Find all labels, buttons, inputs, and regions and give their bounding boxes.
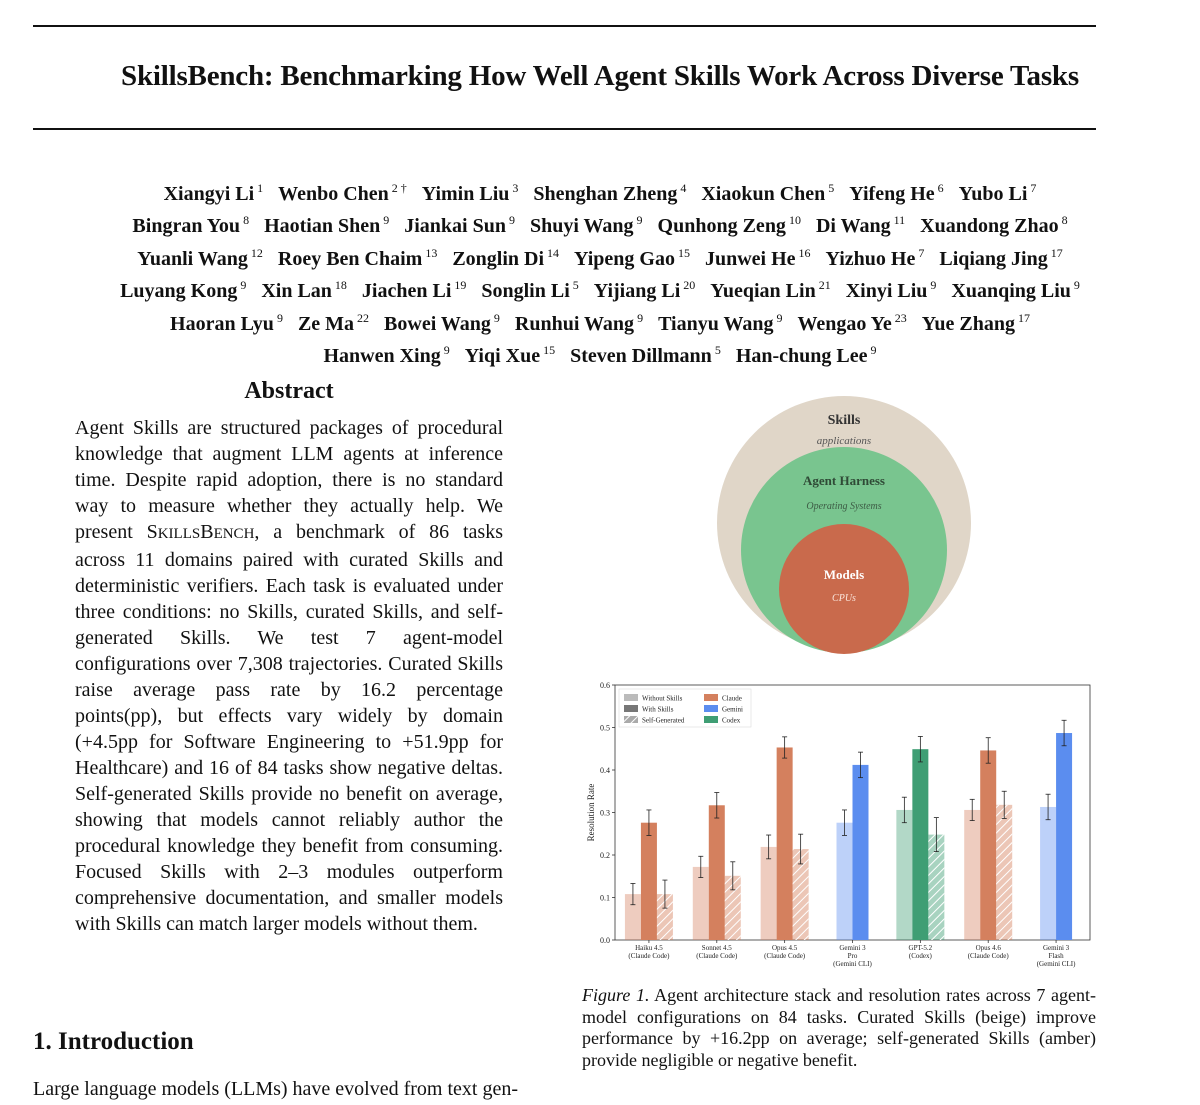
author [465, 345, 555, 367]
author [574, 245, 690, 270]
x-tick-label: (Codex) [908, 952, 932, 960]
bar-with-skills [709, 805, 725, 940]
models-label: Models [823, 567, 865, 582]
author-name: Liqiang Jing [939, 247, 1048, 270]
author [570, 345, 721, 367]
author [278, 183, 407, 205]
author-affiliation: 10 [788, 213, 801, 228]
author-name: Ze Ma [297, 312, 355, 335]
models-circle [779, 524, 909, 654]
legend-swatch [704, 705, 718, 712]
author-name: Haoran Lyu [170, 312, 274, 335]
author [164, 183, 264, 205]
author-name: Hanwen Xing [323, 345, 441, 368]
author [921, 310, 1030, 335]
x-tick-label: (Claude Code) [967, 952, 1009, 960]
author [323, 345, 449, 367]
author [846, 280, 937, 302]
author-name: Xuanqing Liu [951, 280, 1071, 303]
author-affiliation: 15 [677, 245, 690, 260]
legend-swatch [704, 694, 718, 701]
author [277, 245, 438, 270]
x-tick-label: (Gemini CLI) [1036, 960, 1076, 968]
author-affiliation: 23 [894, 310, 907, 325]
author-name: Xuandong Zhao [920, 215, 1059, 238]
bar-without-skills [1040, 807, 1056, 940]
author [362, 280, 466, 302]
x-tick-label: Gemini 3 [1042, 944, 1070, 952]
abstract-heading: Abstract [244, 378, 334, 404]
author [514, 310, 644, 335]
author-affiliation: 5 [714, 343, 721, 358]
author-affiliation: 6 [937, 181, 944, 195]
author-affiliation: 9 [443, 343, 450, 358]
author-affiliation: 16 [798, 245, 811, 260]
author-name: Shenghan Zheng [533, 183, 678, 205]
y-tick-label: 0.1 [600, 893, 610, 903]
author-name: Xin Lan [261, 280, 332, 303]
models-sublabel: CPUs [832, 593, 856, 604]
author-affiliation: 9 [276, 310, 283, 325]
author-name: Xiangyi Li [163, 183, 255, 205]
author-affiliation: 2 † [391, 181, 407, 195]
x-tick-label: Flash [1048, 952, 1064, 960]
author-affiliation: 5 [828, 181, 835, 195]
bar-without-skills [896, 810, 912, 940]
x-tick-label: Haiku 4.5 [635, 944, 663, 952]
author [422, 183, 519, 205]
author-name: Steven Dillmann [570, 345, 712, 368]
author-affiliation: 19 [454, 278, 467, 293]
author-affiliation: 3 [512, 181, 519, 195]
author-affiliation: 17 [1017, 310, 1030, 325]
author-name: Yipeng Gao [574, 247, 675, 270]
author-affiliation: 20 [683, 278, 696, 293]
agent-harness-sublabel: Operating Systems [806, 501, 882, 512]
bar-with-skills [1056, 733, 1072, 940]
author [951, 280, 1080, 302]
author-name: Wengao Ye [797, 312, 892, 335]
legend-label: Gemini [722, 705, 743, 714]
author [261, 280, 347, 302]
author-affiliation: 9 [493, 310, 500, 325]
author-name: Roey Ben Chaim [277, 247, 423, 270]
author-name: Bowei Wang [384, 312, 491, 335]
benchmark-name: SKILLSBENCH [146, 521, 255, 543]
bar-without-skills [964, 810, 980, 940]
author-affiliation: 9 [637, 310, 644, 325]
architecture-diagram [710, 390, 978, 660]
agent-harness-label: Agent Harness [803, 473, 885, 488]
author [816, 215, 905, 237]
author [481, 280, 578, 302]
author-name: Yimin Liu [421, 183, 510, 205]
author-affiliation: 22 [357, 310, 370, 325]
author-affiliation: 14 [547, 245, 560, 260]
author [797, 310, 907, 335]
bar-with-skills [980, 750, 996, 940]
bar-self-generated-hatch [996, 805, 1012, 940]
legend-swatch [624, 705, 638, 712]
abstract-text-before: Agent Skills are structured packages of procedural knowledge that augment LLM agents at inference time. Despite rapid adoption, there is no standard way to measure whether they actually help. We present [75, 417, 503, 543]
author-name: Yiqi Xue [464, 345, 541, 368]
author-name: Yifeng He [849, 183, 935, 205]
paper-title: SkillsBench: Benchmarking How Well Agent Skills Work Across Diverse Tasks [121, 60, 1079, 92]
author [137, 245, 263, 270]
author-name: Yizhuo He [825, 247, 916, 270]
bar-with-skills [853, 765, 869, 940]
author-name: Songlin Li [481, 280, 570, 303]
author-affiliation: 8 [243, 213, 250, 228]
author [939, 245, 1063, 270]
author [530, 215, 643, 237]
author-affiliation: 11 [893, 213, 906, 228]
author [120, 280, 246, 302]
author-name: Bingran You [132, 215, 241, 238]
title-bottom-rule [33, 128, 1096, 130]
author-affiliation: 7 [918, 245, 925, 260]
x-tick-label: Gemini 3 [839, 944, 866, 952]
author [710, 280, 830, 302]
author [132, 215, 249, 237]
legend-label: Without Skills [642, 694, 683, 703]
x-tick-label: Opus 4.5 [772, 944, 798, 952]
author-affiliation: 9 [930, 278, 937, 293]
author [736, 345, 877, 367]
author-name: Yuanli Wang [137, 247, 248, 270]
author-affiliation: 9 [508, 213, 515, 228]
author [533, 183, 686, 205]
figure-caption [582, 985, 1096, 1071]
author [825, 245, 925, 270]
author-affiliation: 15 [543, 343, 556, 358]
author [264, 215, 389, 237]
author-affiliation: 9 [870, 343, 877, 358]
bar-without-skills [837, 823, 853, 940]
author [849, 183, 943, 205]
x-tick-label: GPT-5.2 [908, 944, 933, 952]
author-affiliation: 5 [572, 278, 579, 293]
y-tick-label: 0.3 [600, 808, 610, 818]
author-affiliation: 8 [1061, 213, 1068, 228]
y-tick-label: 0.6 [600, 681, 610, 690]
legend-label: Claude [722, 694, 742, 703]
x-tick-label: (Claude Code) [628, 952, 670, 960]
introduction-heading: 1. Introduction [33, 1028, 194, 1055]
x-tick-label: Opus 4.6 [975, 944, 1001, 952]
author [404, 215, 515, 237]
author-name: Tianyu Wang [658, 312, 774, 335]
abstract-body [75, 415, 503, 937]
author [920, 215, 1067, 237]
introduction-first-line: Large language models (LLMs) have evolved from text gen- [33, 1078, 519, 1100]
author [594, 280, 696, 302]
x-tick-label: (Claude Code) [696, 952, 738, 960]
legend-swatch [624, 694, 638, 701]
author-name: Yue Zhang [921, 312, 1015, 335]
author-affiliation: 12 [250, 245, 263, 260]
legend-swatch [704, 716, 718, 723]
author-name: Junwei He [704, 247, 796, 270]
legend-label: With Skills [642, 705, 674, 714]
author-affiliation: 9 [383, 213, 390, 228]
x-tick-label: (Claude Code) [764, 952, 806, 960]
bar-without-skills [761, 847, 777, 940]
author-affiliation: 21 [818, 278, 831, 293]
resolution-rate-chart [580, 680, 1100, 980]
author-affiliation: 9 [636, 213, 643, 228]
author-name: Jiachen Li [361, 280, 452, 303]
author-affiliation: 4 [680, 181, 687, 195]
author [452, 245, 560, 270]
legend-swatch-hatch [624, 716, 638, 723]
bar-with-skills [641, 823, 657, 940]
legend-label: Self-Generated [642, 716, 685, 725]
y-tick-label: 0.5 [600, 723, 610, 733]
author-name: Di Wang [815, 215, 891, 238]
caption-label: Figure 1. [582, 985, 650, 1005]
author-name: Xinyi Liu [845, 280, 928, 303]
author-name: Wenbo Chen [278, 183, 389, 205]
author [297, 310, 370, 335]
author-affiliation: 9 [776, 310, 783, 325]
author-name: Jiankai Sun [404, 215, 506, 238]
x-tick-label: Pro [847, 952, 858, 960]
author [704, 245, 811, 270]
skills-label: Skills [827, 413, 861, 428]
author-affiliation: 9 [1073, 278, 1080, 293]
author-affiliation: 9 [240, 278, 247, 293]
author-affiliation: 18 [334, 278, 347, 293]
top-rule [33, 25, 1096, 27]
author-name: Yueqian Lin [710, 280, 816, 303]
author-name: Yubo Li [958, 183, 1028, 205]
legend-label: Codex [722, 716, 741, 725]
author-name: Yijiang Li [593, 280, 681, 303]
author-affiliation: 7 [1030, 181, 1037, 195]
author-name: Shuyi Wang [529, 215, 634, 238]
author [959, 183, 1037, 205]
y-tick-label: 0.4 [600, 766, 610, 775]
x-tick-label: Sonnet 4.5 [701, 944, 732, 952]
y-tick-label: 0.0 [600, 936, 610, 945]
y-tick-label: 0.2 [600, 851, 610, 860]
caption-text: Agent architecture stack and resolution rates across 7 agent-model configurations on 84 tasks. Curated Skills (beige) improve performance by +16.2pp on average; self-generated Skills (amber) provide negligible or negative benefit. [582, 985, 1096, 1070]
bar-with-skills [777, 747, 793, 940]
author-list [30, 175, 1170, 369]
author [384, 310, 500, 335]
author [701, 183, 834, 205]
y-axis-label: Resolution Rate [586, 783, 596, 842]
author [658, 310, 783, 335]
x-tick-label: (Gemini CLI) [833, 960, 872, 968]
author-name: Zonglin Di [452, 247, 545, 270]
author [658, 215, 801, 237]
author-name: Haotian Shen [264, 215, 381, 238]
abstract-text-after: , a benchmark of 86 tasks across 11 domains paired with curated Skills and deterministic verifiers. Each task is evaluated under three conditions: no Skills, curated Skills, and self-generated Skills. We test 7 agent-model configurations over 7,308 trajectories. Curated Skills raise average pass rate by 16.2 percentage points(pp), but effects vary widely by domain (+4.5pp for Software Engineering to +51.9pp for Healthcare) and 16 of 84 tasks show negative deltas. Self-generated Skills provide no benefit on average, showing that models cannot reliably author the procedural knowledge they benefit from consuming. Focused Skills with 2–3 modules outperform comprehensive documentation, and smaller models with Skills can match larger models without them. [75, 521, 503, 935]
author-affiliation: 13 [425, 245, 438, 260]
author-name: Qunhong Zeng [657, 215, 786, 238]
skills-sublabel: applications [816, 435, 872, 447]
author-affiliation: 17 [1050, 245, 1063, 260]
author-name: Luyang Kong [120, 280, 238, 303]
author-name: Xiaokun Chen [701, 183, 826, 205]
author-name: Han-chung Lee [735, 345, 868, 368]
author-affiliation: 1 [257, 181, 264, 195]
bar-with-skills [912, 749, 928, 940]
author-name: Runhui Wang [514, 312, 635, 335]
author [170, 310, 283, 335]
